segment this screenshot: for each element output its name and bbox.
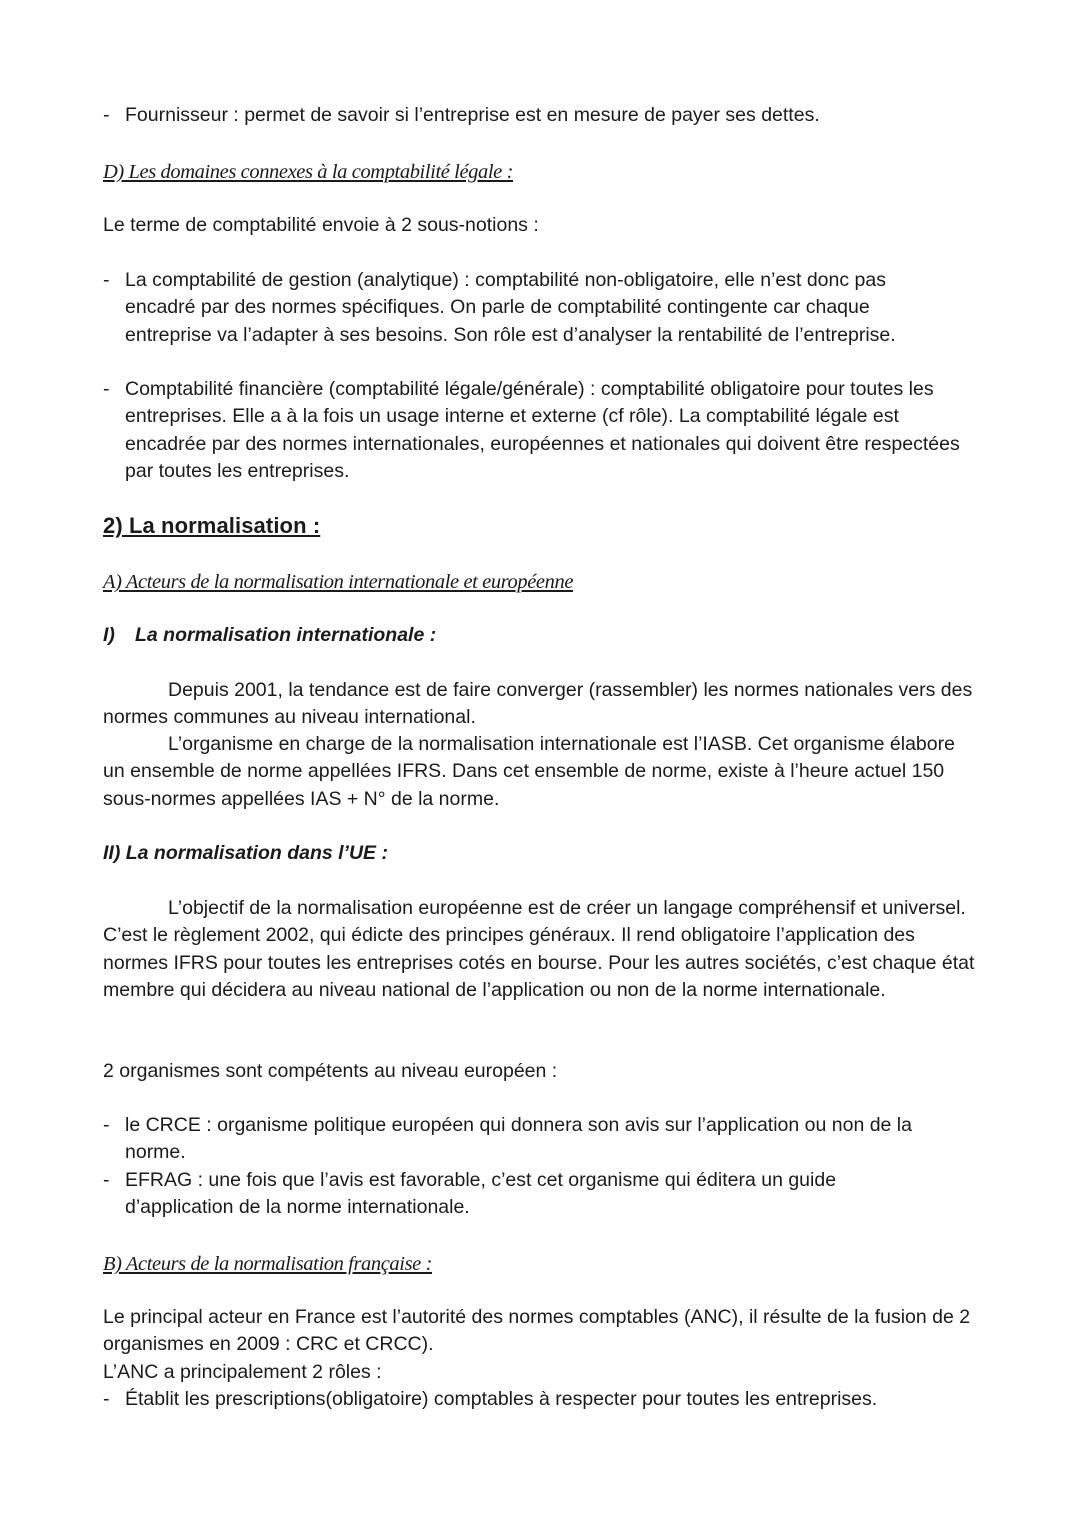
paragraph: Depuis 2001, la tendance est de faire converger (rassembler) les normes nationales vers des normes communes au niveau international. <box>103 679 973 729</box>
list-item <box>103 102 983 129</box>
section-d-intro: Le terme de comptabilité envoie à 2 sous-notions : <box>103 214 539 236</box>
section-2-heading: 2) La normalisation : <box>103 513 321 538</box>
bullet-marker: - <box>103 1169 110 1191</box>
list-item <box>103 376 983 485</box>
list-item <box>103 267 983 349</box>
paragraph: L’organisme en charge de la normalisation internationale est l’IASB. Cet organisme élabore un ensemble de norme appellées IFRS. Dans cet ensemble de norme, existe à l’heure actuel 150 sous-normes appellées IAS + N° de la norme. <box>103 733 955 810</box>
bullet-marker: - <box>103 104 110 126</box>
list-item-text: le CRCE : organisme politique européen qui donnera son avis sur l’application ou non de la norme. <box>125 1114 912 1164</box>
section-b-heading: B) Acteurs de la normalisation française : <box>103 1253 433 1275</box>
list-item-text: Établit les prescriptions(obligatoire) comptables à respecter pour toutes les entreprises. <box>125 1388 878 1410</box>
list-item-text: La comptabilité de gestion (analytique) : comptabilité non-obligatoire, elle n’est donc pas encadré par des normes spécifiques. On parle de comptabilité contingente car chaque entreprise va l’adapter à ses besoins. Son rôle est d’analyser la rentabilité de l’entreprise. <box>125 269 896 346</box>
section-d-heading: D) Les domaines connexes à la comptabilité légale : <box>103 161 514 183</box>
bullet-marker: - <box>103 269 110 291</box>
section-a-heading: A) Acteurs de la normalisation internationale et européenne <box>103 571 574 593</box>
list-item-text: EFRAG : une fois que l’avis est favorable, c’est cet organisme qui éditera un guide d’application de la norme internationale. <box>125 1169 837 1219</box>
list-item <box>103 1167 983 1222</box>
bullet-marker: - <box>103 1114 110 1136</box>
list-item-text: Fournisseur : permet de savoir si l’entreprise est en mesure de payer ses dettes. <box>125 104 820 126</box>
list-item <box>103 1386 983 1413</box>
part-1-numeral: I) <box>103 624 115 646</box>
bullet-marker: - <box>103 378 110 400</box>
part-1-title: La normalisation internationale : <box>135 624 437 646</box>
part-2-heading: II) La normalisation dans l’UE : <box>103 842 388 864</box>
paragraph: Le principal acteur en France est l’autorité des normes comptables (ANC), il résulte de la fusion de 2 organismes en 2009 : CRC et CRCC). <box>103 1306 971 1356</box>
list-item-text: Comptabilité financière (comptabilité légale/générale) : comptabilité obligatoire pour toutes les entreprises. Elle a à la fois un usage interne et externe (cf rôle). La comptabilité légale est encadrée par des normes internationales, européennes et nationales qui doivent être respectées par toutes les entreprises. <box>125 378 960 482</box>
paragraph: L’ANC a principalement 2 rôles : <box>103 1361 382 1383</box>
paragraph: L’objectif de la normalisation européenne est de créer un langage compréhensif et universel. C’est le règlement 2002, qui édicte des principes généraux. Il rend obligatoire l’application des normes IFRS pour toutes les entreprises cotés en bourse. Pour les autres sociétés, c’est chaque état membre qui décidera au niveau national de l’application ou non de la norme internationale. <box>103 897 975 1001</box>
paragraph: 2 organismes sont compétents au niveau européen : <box>103 1060 558 1082</box>
bullet-marker: - <box>103 1388 110 1410</box>
list-item <box>103 1112 983 1167</box>
part-1-heading <box>103 622 436 649</box>
